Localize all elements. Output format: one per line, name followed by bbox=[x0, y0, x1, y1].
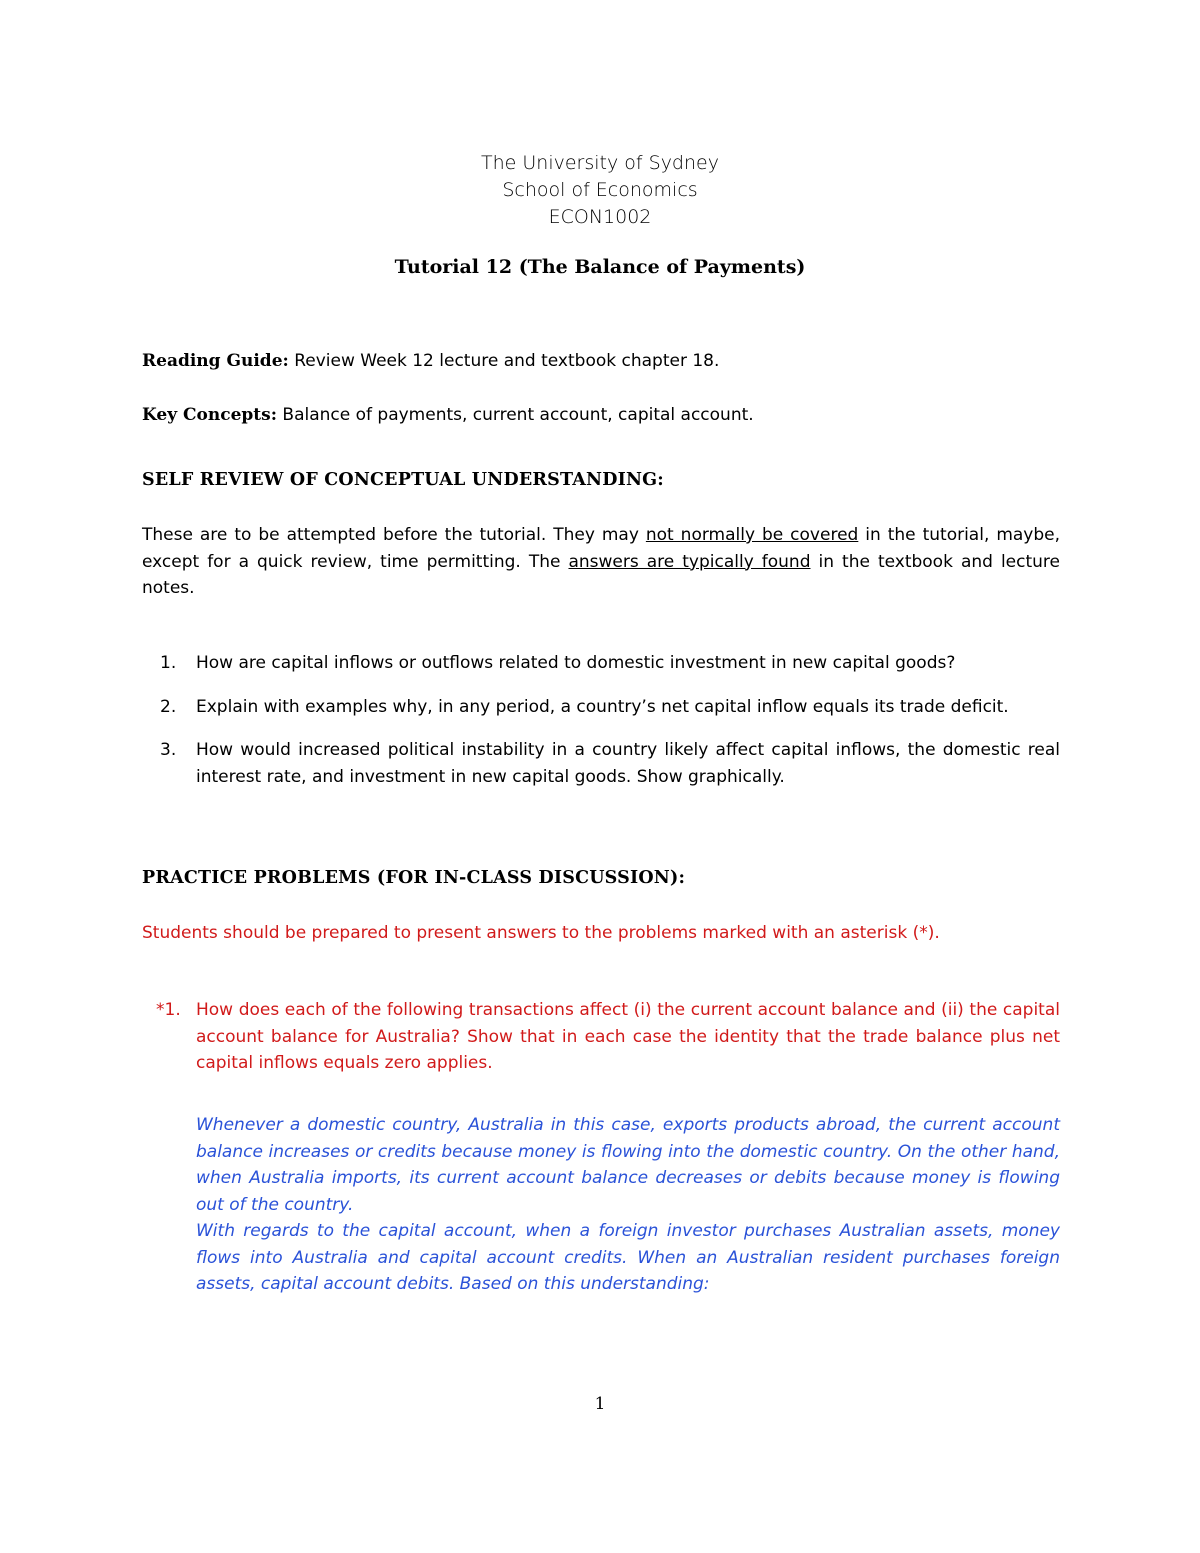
question-text: How would increased political instability in a country likely affect capital inflows, the domestic real interest rate, and investment in new capital goods. Show graphically. bbox=[196, 740, 1060, 787]
intro-part-c: in the textbook and lecture notes. bbox=[142, 551, 1060, 598]
document-header bbox=[0, 150, 1200, 231]
problem-number: *1. bbox=[156, 1000, 181, 1020]
page-number: 1 bbox=[594, 1394, 606, 1414]
key-concepts-text: Balance of payments, current account, capital account. bbox=[282, 405, 754, 425]
key-concepts-label: Key Concepts: bbox=[142, 405, 277, 425]
practice-heading: PRACTICE PROBLEMS (FOR IN-CLASS DISCUSSION): bbox=[142, 868, 686, 888]
intro-part-a: These are to be attempted before the tutorial. They may bbox=[142, 525, 646, 545]
practice-note: Students should be prepared to present answers to the problems marked with an asterisk (*). bbox=[142, 923, 940, 943]
self-review-intro bbox=[142, 522, 1060, 602]
key-concepts bbox=[142, 402, 1060, 429]
course-code: ECON1002 bbox=[548, 206, 652, 228]
self-review-questions bbox=[142, 650, 1060, 807]
intro-underline-1: not normally be covered bbox=[645, 525, 859, 545]
problem-text: How does each of the following transactions affect (i) the current account balance and (ii) the capital account balance for Australia? Show that in each case the identity that the trade balance plus net capital inflows equals zero applies. bbox=[196, 1000, 1060, 1073]
question-text: How are capital inflows or outflows related to domestic investment in new capital goods? bbox=[196, 653, 956, 673]
list-item bbox=[142, 997, 1060, 1077]
answer-paragraph-1: Whenever a domestic country, Australia in this case, exports products abroad, the current account balance increases or credits because money is flowing into the domestic country. On the other hand, when Australia imports, its current account balance decreases or debits because money is flowing out of the country. bbox=[196, 1115, 1060, 1215]
question-text: Explain with examples why, in any period, a country’s net capital inflow equals its trade deficit. bbox=[196, 696, 1009, 717]
tutorial-title: Tutorial 12 (The Balance of Payments) bbox=[394, 256, 806, 278]
self-review-heading: SELF REVIEW OF CONCEPTUAL UNDERSTANDING: bbox=[142, 470, 664, 490]
reading-guide-label: Reading Guide: bbox=[142, 351, 289, 371]
question-number: 2. bbox=[160, 696, 177, 717]
list-item bbox=[142, 737, 1060, 790]
list-item bbox=[142, 694, 1060, 721]
answer-paragraph-2: With regards to the capital account, when a foreign investor purchases Australian assets, money flows into Australia and capital account credits. When an Australian resident purchases foreign assets, capital account debits. Based on this understanding: bbox=[196, 1221, 1060, 1294]
question-number: 3. bbox=[160, 740, 177, 760]
reading-guide bbox=[142, 348, 1060, 375]
intro-underline-2: answers are typically found bbox=[568, 551, 811, 572]
practice-problems bbox=[142, 997, 1060, 1094]
question-number: 1. bbox=[160, 653, 177, 673]
intro-part-b: in the tutorial, maybe, except for a quick review, time permitting. The bbox=[142, 525, 1061, 572]
list-item bbox=[142, 650, 1060, 677]
reading-guide-text: Review Week 12 lecture and textbook chapter 18. bbox=[294, 351, 720, 371]
university-name: The University of Sydney bbox=[481, 152, 719, 174]
school-name: School of Economics bbox=[502, 179, 698, 201]
